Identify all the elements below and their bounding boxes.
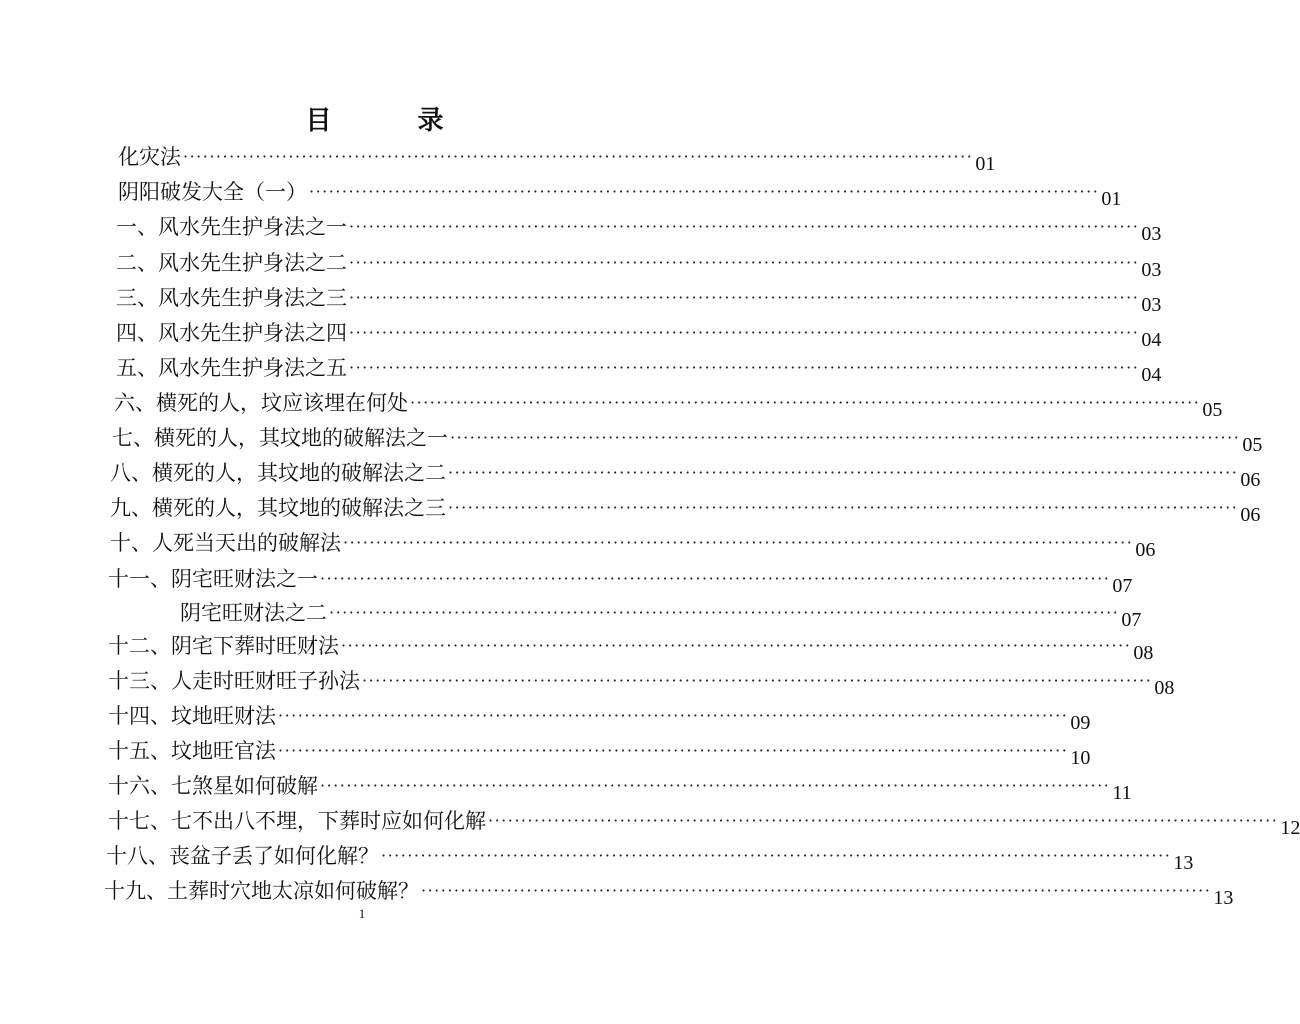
toc-entry[interactable] — [118, 173, 1122, 210]
dot-leader: ························································································································ — [278, 706, 1069, 725]
toc-entry-page: 11 — [1112, 782, 1132, 804]
toc-entry[interactable] — [116, 244, 1162, 281]
dot-leader: ························································································································ — [410, 393, 1201, 412]
toc-entry-page: 08 — [1154, 677, 1175, 699]
toc-entry[interactable] — [108, 732, 1091, 769]
toc-entry-label: 五、风水先生护身法之五 — [116, 356, 347, 380]
toc-entry-page: 05 — [1202, 399, 1223, 421]
toc-entry-label: 化灾法 — [118, 145, 181, 169]
toc-entry-label: 九、横死的人，其坟地的破解法之三 — [110, 496, 446, 520]
toc-entry-page: 01 — [975, 153, 996, 175]
toc-entry-page: 04 — [1141, 364, 1162, 386]
toc-entry[interactable] — [106, 837, 1194, 874]
toc-entry-page: 08 — [1133, 642, 1154, 664]
toc-entry-label: 四、风水先生护身法之四 — [116, 321, 347, 345]
dot-leader: ························································································································ — [341, 636, 1132, 655]
toc-entry[interactable] — [116, 349, 1162, 386]
toc-entry-page: 07 — [1112, 575, 1133, 597]
toc-entry-label: 七、横死的人，其坟地的破解法之一 — [112, 426, 448, 450]
toc-entry[interactable] — [116, 314, 1162, 351]
toc-entry-page: 13 — [1213, 887, 1234, 909]
toc-entry-page: 05 — [1242, 434, 1263, 456]
toc-entry-label: 十三、人走时旺财旺子孙法 — [108, 669, 360, 693]
toc-entry-page: 06 — [1240, 469, 1261, 491]
dot-leader: ························································································································ — [278, 741, 1069, 760]
toc-entry-label: 阴宅旺财法之二 — [180, 601, 327, 625]
toc-entry-label: 十七、七不出八不埋，下葬时应如何化解 — [108, 809, 486, 833]
dot-leader: ························································································································ — [320, 776, 1111, 795]
toc-entry-page: 03 — [1141, 259, 1162, 281]
toc-entry[interactable] — [110, 454, 1261, 491]
toc-entry-label: 十五、坟地旺官法 — [108, 739, 276, 763]
toc-entry-page: 03 — [1141, 294, 1162, 316]
toc-entry[interactable] — [116, 208, 1162, 245]
toc-entry-label: 阴阳破发大全（一） — [118, 180, 307, 204]
toc-entry-page: 03 — [1141, 223, 1162, 245]
toc-entry-label: 二、风水先生护身法之二 — [116, 251, 347, 275]
toc-entry-label: 六、横死的人，坟应该埋在何处 — [114, 391, 408, 415]
dot-leader: ························································································································ — [362, 671, 1153, 690]
toc-entry[interactable] — [114, 384, 1223, 421]
toc-entry-page: 09 — [1070, 712, 1091, 734]
dot-leader: ························································································································ — [349, 217, 1140, 236]
toc-entry[interactable] — [108, 662, 1175, 699]
dot-leader: ························································································································ — [329, 603, 1120, 622]
toc-entry-page: 12 — [1280, 817, 1300, 839]
page-title: 目 录 — [305, 106, 474, 136]
toc-entry[interactable] — [110, 524, 1156, 561]
toc-entry-label: 三、风水先生护身法之三 — [116, 286, 347, 310]
dot-leader: ························································································································ — [488, 811, 1279, 830]
toc-entry-page: 06 — [1135, 539, 1156, 561]
toc-entry[interactable] — [108, 697, 1091, 734]
dot-leader: ························································································································ — [349, 358, 1140, 377]
toc-entry[interactable] — [104, 872, 1234, 909]
toc-entry-label: 十六、七煞星如何破解 — [108, 774, 318, 798]
dot-leader: ························································································································ — [343, 533, 1134, 552]
dot-leader: ························································································································ — [309, 182, 1100, 201]
toc-entry[interactable] — [112, 419, 1263, 456]
dot-leader: ························································································································ — [448, 498, 1239, 517]
toc-entry-page: 07 — [1121, 609, 1142, 631]
toc-entry-label: 十四、坟地旺财法 — [108, 704, 276, 728]
toc-entry-page: 01 — [1101, 188, 1122, 210]
toc-entry-label: 十九、土葬时穴地太凉如何破解？ — [104, 879, 419, 903]
toc-entry[interactable] — [118, 138, 996, 175]
toc-entry[interactable] — [180, 594, 1142, 631]
toc-entry-page: 04 — [1141, 329, 1162, 351]
dot-leader: ························································································································ — [381, 846, 1172, 865]
dot-leader: ························································································································ — [448, 463, 1239, 482]
toc-entry[interactable] — [108, 767, 1132, 804]
toc-entry-page: 10 — [1070, 747, 1091, 769]
toc-entry[interactable] — [116, 279, 1162, 316]
toc-entry[interactable] — [108, 627, 1154, 664]
toc-entry-label: 十八、丧盆子丢了如何化解？ — [106, 844, 379, 868]
toc-entry-label: 十二、阴宅下葬时旺财法 — [108, 634, 339, 658]
toc-entry-label: 一、风水先生护身法之一 — [116, 215, 347, 239]
dot-leader: ························································································································ — [421, 881, 1212, 900]
toc-entry-label: 十、人死当天出的破解法 — [110, 531, 341, 555]
toc-entry-label: 八、横死的人，其坟地的破解法之二 — [110, 461, 446, 485]
dot-leader: ························································································································ — [450, 428, 1241, 447]
dot-leader: ························································································································ — [320, 569, 1111, 588]
toc-entry-label: 十一、阴宅旺财法之一 — [108, 567, 318, 591]
toc-entry[interactable] — [110, 489, 1261, 526]
toc-entry[interactable] — [108, 802, 1300, 839]
dot-leader: ························································································································ — [349, 323, 1140, 342]
dot-leader: ························································································································ — [349, 253, 1140, 272]
dot-leader: ························································································································ — [183, 147, 974, 166]
dot-leader: ························································································································ — [349, 288, 1140, 307]
toc-entry-page: 13 — [1173, 852, 1194, 874]
page-number: 1 — [358, 906, 366, 921]
toc-entry-page: 06 — [1240, 504, 1261, 526]
toc-entry[interactable] — [108, 560, 1133, 597]
